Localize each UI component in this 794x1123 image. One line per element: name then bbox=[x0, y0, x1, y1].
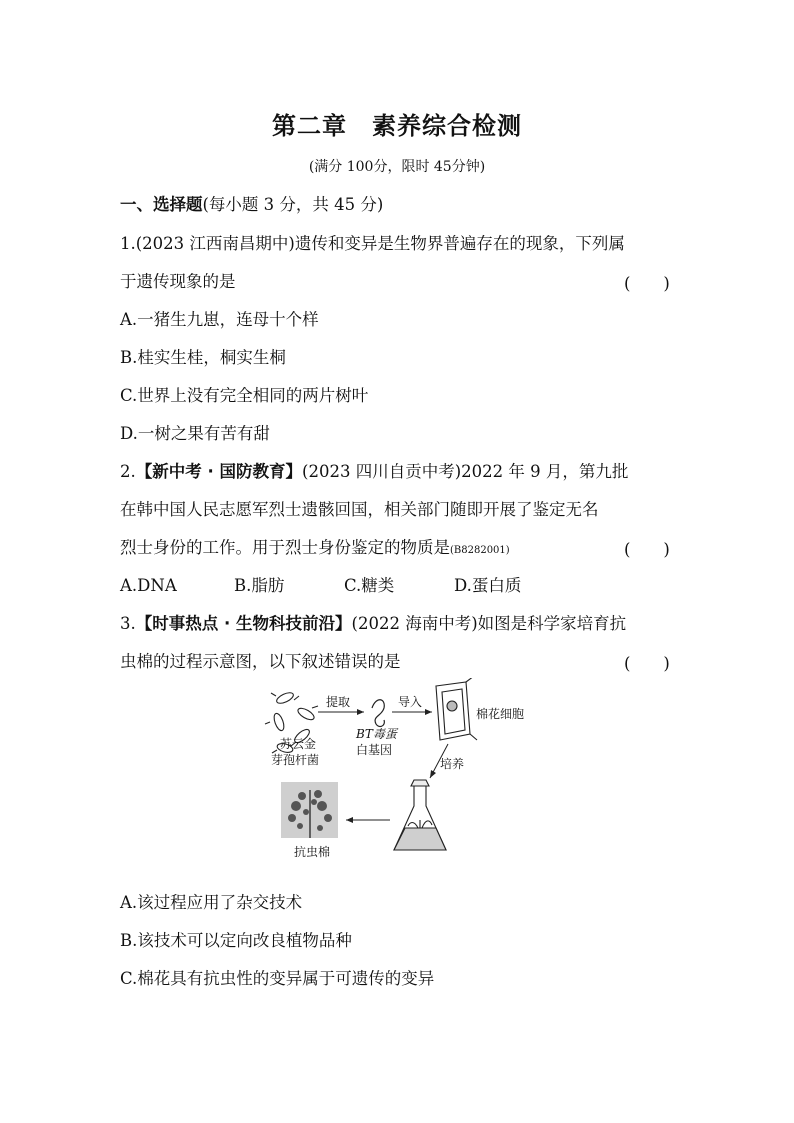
q3-stem-rest: (2022 海南中考)如图是科学家培育抗 bbox=[351, 614, 627, 633]
q1-option-a: A.一猪生九崽，连母十个样 bbox=[120, 310, 319, 329]
extract-arrowhead bbox=[357, 709, 364, 715]
gene-label-line2: 白基因 bbox=[356, 743, 393, 757]
q2-option-d: D.蛋白质 bbox=[454, 576, 522, 595]
q3-number: 3. bbox=[120, 614, 136, 633]
q1-option-b: B.桂实生桂，桐实生桐 bbox=[120, 348, 286, 367]
cotton-plant-photo bbox=[281, 782, 338, 838]
plant-label: 抗虫棉 bbox=[294, 845, 331, 859]
q1-option-c: C.世界上没有完全相同的两片树叶 bbox=[120, 386, 369, 405]
q3-option-b: B.该技术可以定向改良植物品种 bbox=[120, 931, 352, 950]
extract-label: 提取 bbox=[326, 695, 351, 709]
page-subtitle: (满分 100分，限时 45分钟) bbox=[308, 159, 486, 175]
q1-answer-blank: ( ) bbox=[624, 274, 670, 293]
q2-stem-line3 bbox=[120, 536, 680, 563]
import-arrowhead bbox=[425, 709, 432, 715]
q2-stem-line3-text: 烈士身份的工作。用于烈士身份鉴定的物质是 bbox=[120, 538, 450, 557]
section-heading bbox=[120, 193, 680, 217]
q2-stem-line1 bbox=[120, 460, 680, 484]
q3-option-c: C.棉花具有抗虫性的变异属于可遗传的变异 bbox=[120, 969, 435, 988]
q1-stem-line1: 1.(2023 江西南昌期中)遗传和变异是生物界普遍存在的现象，下列属 bbox=[120, 234, 625, 253]
section-heading-note: (每小题 3 分，共 45 分) bbox=[202, 195, 384, 214]
q2-tag: 【新中考 · 国防教育】 bbox=[135, 462, 303, 481]
cell-label: 棉花细胞 bbox=[476, 707, 525, 721]
q2-option-c: C.糖类 bbox=[344, 576, 395, 595]
q2-answer-blank: ( ) bbox=[624, 540, 670, 559]
q3-stem-line2: 虫棉的过程示意图，以下叙述错误的是 bbox=[120, 652, 401, 671]
q1-option-d: D.一树之果有苦有甜 bbox=[120, 424, 270, 443]
q3-answer-blank: ( ) bbox=[624, 654, 670, 673]
q3-tag: 【时事热点 · 生物科技前沿】 bbox=[135, 614, 352, 633]
section-heading-label: 一、选择题 bbox=[120, 195, 203, 214]
bacteria-label-line1: 苏云金 bbox=[280, 737, 317, 751]
q2-stem-line2: 在韩中国人民志愿军烈士遗骸回国，相关部门随即开展了鉴定无名 bbox=[120, 500, 599, 519]
growth-arrowhead bbox=[346, 817, 353, 823]
gene-icon bbox=[372, 700, 384, 727]
page-title: 第二章 素养综合检测 bbox=[272, 112, 522, 140]
q2-option-b: B.脂肪 bbox=[234, 576, 285, 595]
q1-stem-line2: 于遗传现象的是 bbox=[120, 272, 236, 291]
culture-arrowhead bbox=[430, 770, 436, 778]
cotton-cell-icon bbox=[436, 678, 477, 740]
q2-option-a: A.DNA bbox=[120, 576, 177, 595]
flask-icon bbox=[394, 780, 446, 850]
q2-code: (B8282001) bbox=[450, 545, 510, 556]
gene-label-line1: BT毒蛋 bbox=[356, 727, 397, 741]
q2-number: 2. bbox=[120, 462, 136, 481]
q3-stem-line1 bbox=[120, 612, 680, 636]
import-label: 导入 bbox=[398, 695, 423, 709]
q3-process-diagram bbox=[0, 678, 794, 888]
q2-stem-rest: (2023 四川自贡中考)2022 年 9 月，第九批 bbox=[302, 462, 629, 481]
bacteria-label-line2: 芽孢杆菌 bbox=[271, 753, 320, 767]
culture-label: 培养 bbox=[440, 757, 465, 771]
q3-option-a: A.该过程应用了杂交技术 bbox=[120, 893, 303, 912]
